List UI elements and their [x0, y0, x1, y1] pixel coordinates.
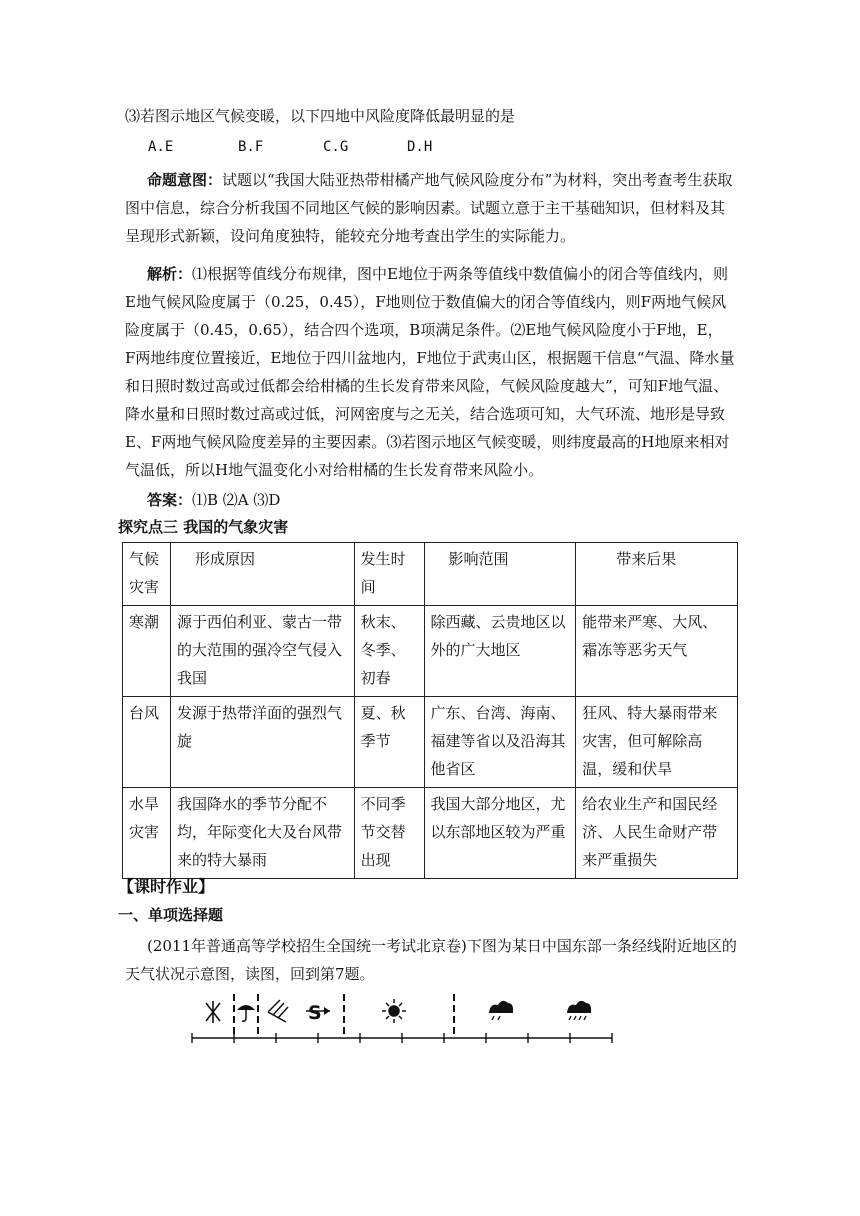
table-cell: 我国大部分地区，尤以东部地区较为严重	[424, 788, 576, 879]
table-cell: 源于西伯利亚、蒙古一带的大范围的强冷空气侵入我国	[170, 606, 354, 697]
table-cell: 能带来严寒、大风、霜冻等恶劣天气	[576, 606, 738, 697]
intent-text: 试题以“我国大陆亚热带柑橘产地气候风险度分布”为材料，突出考查考生获取图中信息，综合分析我国不同地区气候的影响因素。试题立意于主干基础知识，但材料及其呈现形式新颖，设问角度独特，能较充分地考查出学生的实际能力。	[125, 171, 733, 245]
answer-paragraph	[125, 486, 737, 514]
table-header-row	[123, 543, 738, 606]
table-cell: 除西藏、云贵地区以外的广大地区	[424, 606, 576, 697]
front-boundary-lines	[234, 994, 454, 1036]
table-header-cell: 影响范围	[424, 543, 576, 606]
table-cell: 不同季节交替出现	[354, 788, 424, 879]
intent-paragraph	[125, 166, 737, 250]
table-cell: 夏、秋季节	[354, 697, 424, 788]
analysis-paragraph	[125, 260, 737, 484]
table-cell: 我国降水的季节分配不均，年际变化大及台风带来的特大暴雨	[170, 788, 354, 879]
table-cell: 水旱灾害	[123, 788, 171, 879]
table-header-cell: 带来后果	[576, 543, 738, 606]
table-cell: 秋末、冬季、初春	[354, 606, 424, 697]
table-header-cell: 发生时间	[354, 543, 424, 606]
table-row	[123, 697, 738, 788]
table-header-cell: 形成原因	[170, 543, 354, 606]
option-a: A.E	[148, 139, 174, 155]
question-7-intro: (2011年普通高等学校招生全国统一考试北京卷)下图为某日中国东部一条经线附近地区的天气状况示意图，读图，回到第7题。	[125, 937, 737, 983]
table-cell: 狂风、特大暴雨带来灾害，但可解除高温，缓和伏旱	[576, 697, 738, 788]
option-b: B.F	[238, 139, 264, 155]
option-c: C.G	[323, 139, 349, 155]
table-header-cell: 气候灾害	[123, 543, 171, 606]
sandstorm-icon	[306, 1002, 330, 1024]
analysis-label: 解析：	[147, 265, 193, 283]
analysis-text: ⑴根据等值线分布规律，图中E地位于两条等值线中数值偏小的闭合等值线内，则E地气候风险度属于（0.25，0.45），F地则位于数值偏大的闭合等值线内，则F两地气候风险度属于（0.45，0.65），结合四个选项，B项满足条件。⑵E地气候风险度小于F地，E， F两地纬度位置接近，E地位于四川盆地内，F地位于武夷山区，根据题干信息“气温、降水量和日照时数过高或过低都会给柑橘的生长发育带来风险，气候风险度越大”，可知F地气温、降水量和日照时数过高或过低，河网密度与之无关，结合选项可知，大气环流、地形是导致E、F两地气候风险度差异的主要因素。⑶若图示地区气候变暖，则纬度最高的H地原来相对气温低，所以H地气温变化小对给柑橘的生长发育带来风险小。	[125, 265, 735, 479]
weather-diagram	[180, 988, 620, 1048]
mcq-section-title: 一、单项选择题	[118, 906, 224, 924]
table-row	[123, 606, 738, 697]
table-cell: 台风	[123, 697, 171, 788]
table-cell: 给农业生产和国民经济、人民生命财产带来严重损失	[576, 788, 738, 879]
option-d: D.H	[407, 139, 433, 155]
rain-storm-icon	[237, 1005, 255, 1021]
hazard-table	[122, 542, 738, 879]
moderate-rain-icon	[567, 1001, 591, 1020]
sunny-icon	[382, 999, 406, 1023]
snow-icon	[206, 1001, 220, 1023]
table-cell: 发源于热带洋面的强烈气旋	[170, 697, 354, 788]
table-row	[123, 788, 738, 879]
answer-text: ⑴B ⑵A ⑶D	[192, 491, 281, 509]
intent-label: 命题意图：	[147, 171, 223, 189]
answer-label: 答案：	[147, 491, 193, 509]
table-cell: 广东、台湾、海南、福建等省以及沿海其他省区	[424, 697, 576, 788]
diagram-baseline	[192, 1033, 612, 1043]
question-3-stem: ⑶若图示地区气候变暖，以下四地中风险度降低最明显的是	[125, 107, 516, 125]
homework-title: 【课时作业】	[118, 877, 215, 896]
wind-barb-icon	[268, 1000, 288, 1022]
table-cell: 寒潮	[123, 606, 171, 697]
svg-text:S: S	[308, 1002, 322, 1024]
light-rain-icon	[489, 1001, 513, 1020]
section-3-title: 探究点三 我国的气象灾害	[118, 518, 289, 536]
